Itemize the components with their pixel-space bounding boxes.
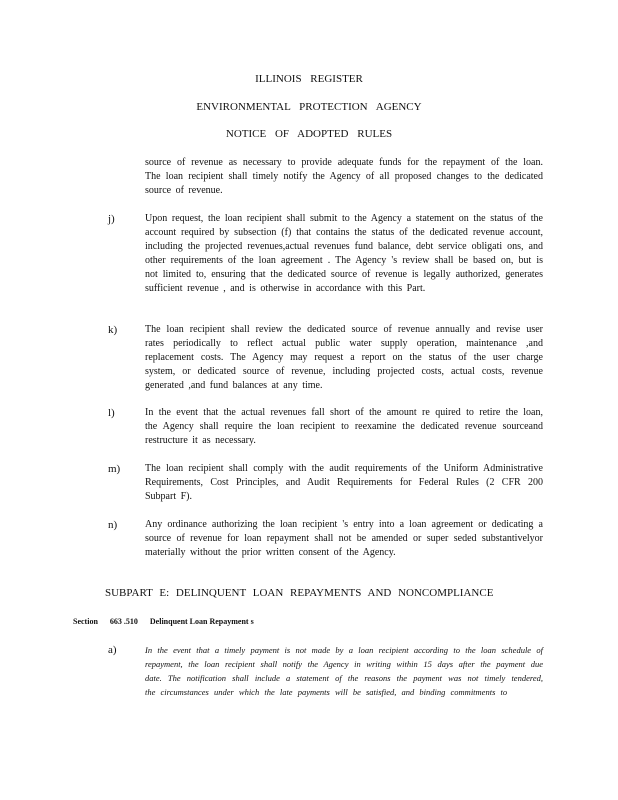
section-label: Section bbox=[73, 617, 98, 626]
item-text: Any ordinance authorizing the loan recipient 's entry into a loan agreement or dedicating a source of revenue for loan repayment shall not be amended or super seded substantivelyor materially without the prior written consent of the Agency. bbox=[145, 519, 543, 558]
continued-paragraph: source of revenue as necessary to provide adequate funds for the repayment of the loan. The loan recipient shall timely notify the Agency of all proposed changes to the dedicated source of revenue. bbox=[145, 157, 543, 196]
section-title: Delinquent Loan Repayment s bbox=[149, 617, 254, 626]
item-marker: l) bbox=[108, 407, 115, 419]
item-marker: n) bbox=[108, 519, 118, 531]
item-marker: j) bbox=[108, 213, 115, 225]
item-text: Upon request, the loan recipient shall submit to the Agency a statement on the status of the account required by subsection (f) that contains the status of the dedicated revenue account, including the projected revenues,actual revenues fund balance, debt service obligati ons, and other requirements of the loan agreement . The Agency 's review shall be based on, but is not limited to, ensuring that the dedicated source of revenue is legally authorized, generates sufficient revenue , and is otherwise in accordance with this Part. bbox=[145, 213, 543, 294]
register-title: ILLINOIS REGISTER bbox=[255, 73, 363, 85]
section-heading bbox=[73, 617, 264, 626]
item-marker: m) bbox=[108, 463, 121, 475]
item-text: In the event that a timely payment is not made by a loan recipient according to the loan schedule of repayment, the loan recipient shall notify the Agency in writing within 15 days after the payment due date. The notification shall include a statement of the reasons the payment was not timely tendered, the circumstances under which the late payments will be satisfied, and binding commitments to bbox=[145, 645, 543, 697]
item-text: In the event that the actual revenues fall short of the amount re quired to retire the loan, the Agency shall require the loan recipient to reexamine the dedicated revenue sourceand restructure it as necessary. bbox=[145, 407, 543, 446]
item-marker: a) bbox=[108, 644, 117, 656]
agency-title: ENVIRONMENTAL PROTECTION AGENCY bbox=[196, 101, 422, 113]
section-number: 663 .510 bbox=[109, 617, 138, 626]
item-marker: k) bbox=[108, 324, 118, 336]
item-text: The loan recipient shall comply with the audit requirements of the Uniform Administrative Requirements, Cost Principles, and Audit Requirements for Federal Rules (2 CFR 200 Subpart F). bbox=[145, 463, 543, 502]
item-text: The loan recipient shall review the dedicated source of revenue annually and revise user rates periodically to reflect actual public water supply operation, maintenance ,and replacement costs. The Agency may request a report on the status of the user charge system, or dedicated source of revenue, including projected costs, actual costs, revenue generated ,and fund balances at any time. bbox=[145, 324, 543, 391]
subpart-heading: SUBPART E: DELINQUENT LOAN REPAYMENTS AND NONCOMPLIANCE bbox=[105, 587, 494, 599]
notice-title: NOTICE OF ADOPTED RULES bbox=[225, 128, 393, 140]
